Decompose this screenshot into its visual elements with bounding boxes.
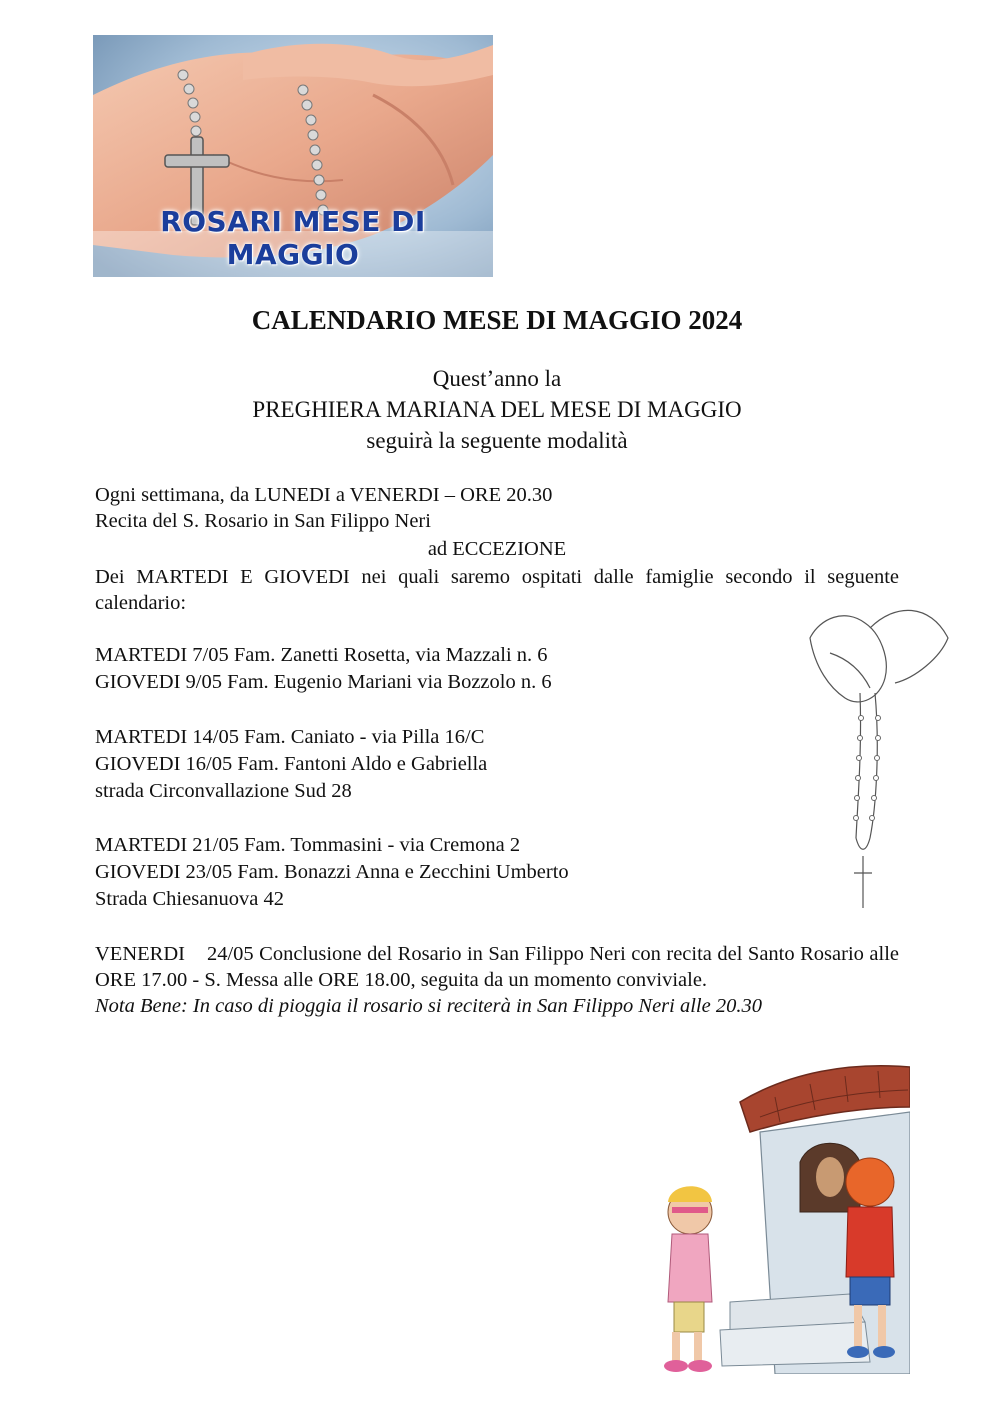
- exception-text: Dei MARTEDI E GIOVEDI nei quali saremo ospitati dalle famiglie secondo il seguente calendario:: [95, 566, 899, 614]
- banner-caption: ROSARI MESE DI MAGGIO: [160, 205, 426, 271]
- intro-line-3: seguirà la seguente modalità: [366, 428, 628, 453]
- week2-tuesday: MARTEDI 14/05 Fam. Caniato - via Pilla 16/C: [95, 726, 485, 748]
- schedule-line-2: Recita del S. Rosario in San Filippo Neri: [95, 510, 431, 532]
- week1-thursday: GIOVEDI 9/05 Fam. Eugenio Mariani via Bozzolo n. 6: [95, 671, 552, 693]
- week3-address: Strada Chiesanuova 42: [95, 888, 285, 910]
- week3-thursday: GIOVEDI 23/05 Fam. Bonazzi Anna e Zecchini Umberto: [95, 861, 569, 883]
- shrine-children-illustration: [650, 1062, 910, 1374]
- intro-line-2: PREGHIERA MARIANA DEL MESE DI MAGGIO: [252, 397, 742, 422]
- schedule-line-1: Ogni settimana, da LUNEDI a VENERDI – ORE 20.30: [95, 484, 553, 506]
- week2-address: strada Circonvallazione Sud 28: [95, 780, 352, 802]
- page-title: CALENDARIO MESE DI MAGGIO 2024: [251, 305, 743, 335]
- rain-note: Nota Bene: In caso di pioggia il rosario si reciterà in San Filippo Neri alle 20.30: [95, 995, 762, 1017]
- week1-tuesday: MARTEDI 7/05 Fam. Zanetti Rosetta, via Mazzali n. 6: [95, 644, 548, 666]
- closing-text: VENERDI 24/05 Conclusione del Rosario in San Filippo Neri con recita del Santo Rosario alle ORE 17.00 - S. Messa alle ORE 18.00, seguita da un momento conviviale.: [95, 943, 905, 991]
- week3-tuesday: MARTEDI 21/05 Fam. Tommasini - via Cremona 2: [95, 834, 521, 856]
- week2-thursday: GIOVEDI 16/05 Fam. Fantoni Aldo e Gabriella: [95, 753, 488, 775]
- child-left-figure: [664, 1186, 712, 1372]
- intro-line-1: Quest’anno la: [432, 366, 562, 391]
- rosary-banner-image: [93, 35, 493, 277]
- exception-heading: ad ECCEZIONE: [427, 538, 567, 560]
- praying-hands-rosary-icon: [800, 598, 950, 916]
